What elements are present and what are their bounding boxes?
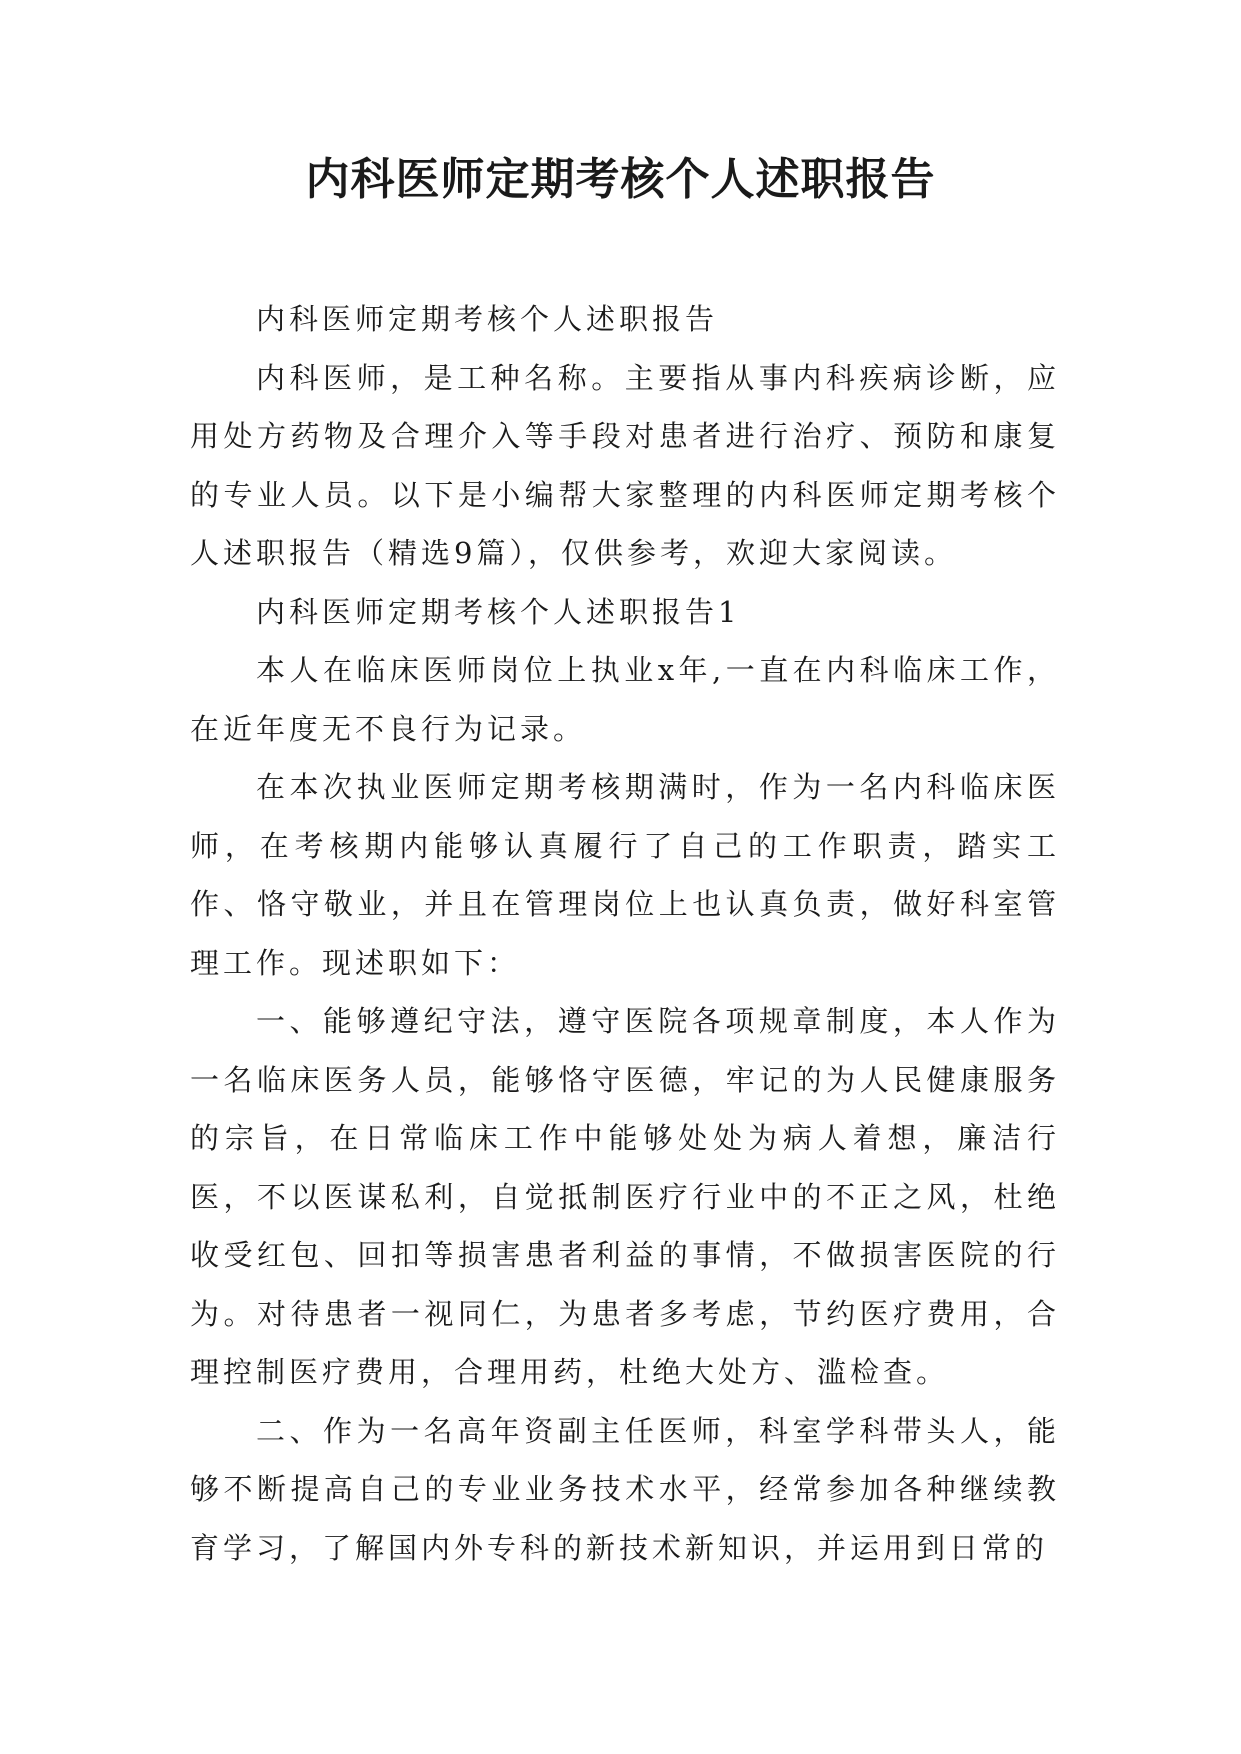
paragraph: 一、能够遵纪守法，遵守医院各项规章制度，本人作为一名临床医务人员，能够恪守医德，牢记的为人民健康服务的宗旨，在日常临床工作中能够处处为病人着想，廉洁行医，不以医谋私利，自觉抵制医疗行业中的不正之风，杜绝收受红包、回扣等损害患者利益的事情，不做损害医院的行为。对待患者一视同仁，为患者多考虑，节约医疗费用，合理控制医疗费用，合理用药，杜绝大处方、滥检查。 xyxy=(190,1004,1060,1389)
paragraph-intro: 内科医师，是工种名称。主要指从事内科疾病诊断，应用处方药物及合理介入等手段对患者进行治疗、预防和康复的专业人员。以下是小编帮大家整理的内科医师定期考核个人述职报告（精选9篇），仅供参考，欢迎大家阅读。 xyxy=(190,360,1060,570)
paragraph: 二、作为一名高年资副主任医师，科室学科带头人，能够不断提高自己的专业业务技术水平，经常参加各种继续教育学习，了解国内外专科的新技术新知识，并运用到日常的 xyxy=(190,1413,1060,1565)
paragraph-subtitle: 内科医师定期考核个人述职报告 xyxy=(256,302,719,336)
paragraph-section-heading: 内科医师定期考核个人述职报告1 xyxy=(256,594,741,629)
paragraph: 在本次执业医师定期考核期满时，作为一名内科临床医师，在考核期内能够认真履行了自己的工作职责，踏实工作、恪守敬业，并且在管理岗位上也认真负责，做好科室管理工作。现述职如下： xyxy=(190,770,1060,980)
paragraph: 本人在临床医师岗位上执业x年,一直在内科临床工作，在近年度无不良行为记录。 xyxy=(190,653,1060,746)
document-body xyxy=(190,290,1060,1577)
document-title: 内科医师定期考核个人述职报告 xyxy=(305,154,936,205)
